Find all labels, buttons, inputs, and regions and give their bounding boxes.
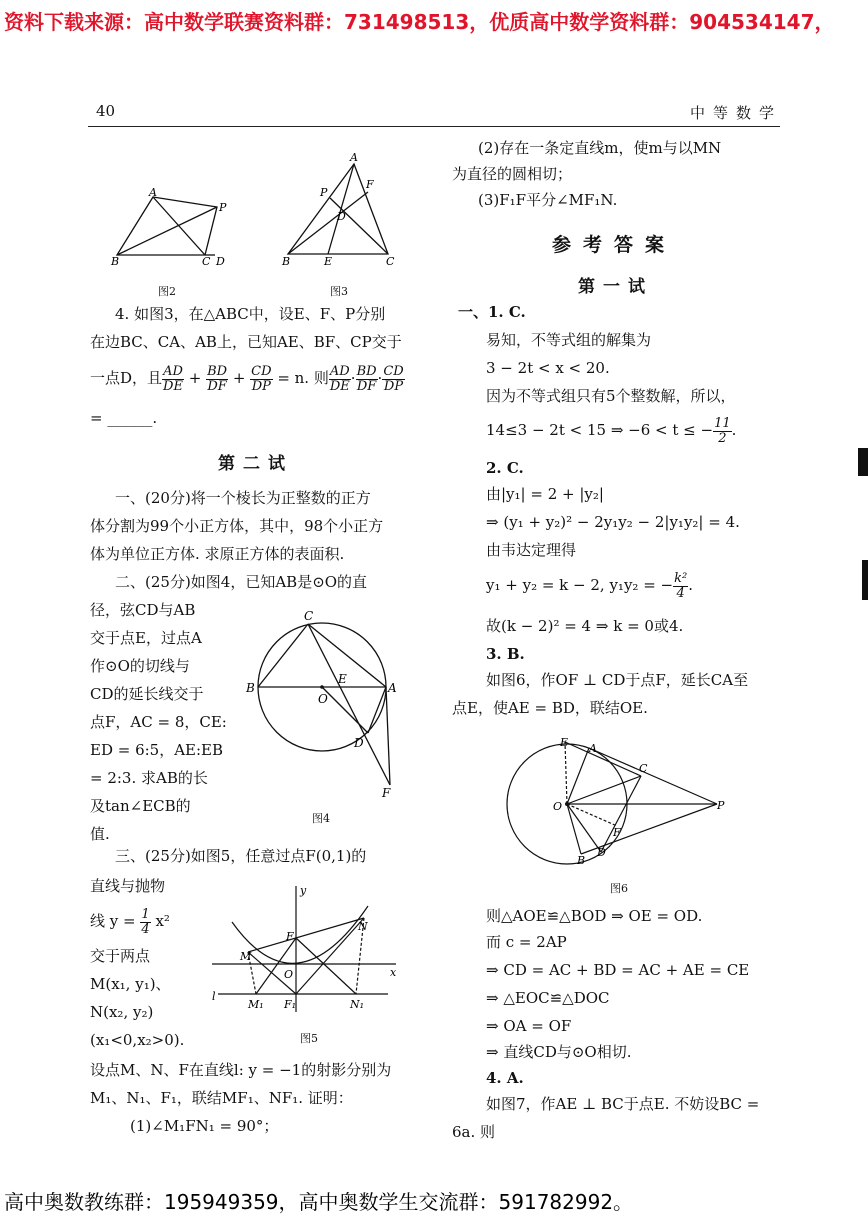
fig4-caption: 图4 — [312, 812, 330, 825]
p2-line-10: 值. — [90, 825, 110, 843]
frac-bd-df: $\frac{BD}{DF}$ — [207, 363, 228, 394]
frac-bd-df-2: $\frac{BD}{DF}$ — [356, 363, 377, 394]
journal-title: 中等数学 — [690, 104, 783, 122]
p2-line-8: = 2:3. 求AB的长 — [90, 769, 208, 787]
a2-line-4: y₁ + y₂ = k − 2, y₁y₂ = − $\frac{\text{k²}}{4}$ . — [486, 570, 693, 601]
fig5-label-m: M — [240, 950, 252, 963]
fig5-label-l: l — [212, 990, 216, 1003]
fig4-label-c: C — [304, 609, 314, 623]
fig5-label-y: y — [300, 884, 307, 897]
fig4-label-d: D — [354, 736, 364, 750]
frac-ad-de: $\frac{AD}{DE}$ — [163, 363, 183, 394]
header-rule — [88, 126, 780, 127]
page-number: 40 — [96, 102, 116, 120]
edge-mark-2 — [862, 560, 868, 600]
q4-line-3: 一点D，且 $\frac{AD}{DE}$ + $\frac{BD}{DF}$ + $\frac{CD}{DP}$ = n. 则 $\frac{AD}{DE}$ · $\frac{BD}{DF}$ · $\frac{CD}{DP}$ — [90, 363, 404, 394]
a1-line-4-a: 14≤3 − 2t < 15 ⇒ −6 < t ≤ − — [486, 421, 714, 439]
p3-line-5: M(x₁, y₁)、 — [90, 975, 171, 993]
a2-line-4-a: y₁ + y₂ = k − 2, y₁y₂ = − — [486, 576, 674, 594]
fig2-caption: 图2 — [158, 285, 176, 298]
q4-line-3-a: 一点D，且 — [90, 369, 163, 387]
p1-line-2: 体分割为99个小正方体，其中，98个小正方 — [90, 517, 384, 535]
a3-line-5: ⇒ CD = AC + BD = AC + AE = CE — [486, 961, 750, 979]
fig6-label-f: F — [613, 826, 621, 839]
fig4-label-b: B — [246, 681, 255, 695]
r-line-1: (2)存在一条定直线m，使m与以MN — [478, 139, 722, 157]
answer-3: 3. B. — [486, 645, 525, 663]
fig2-label-c: C — [202, 255, 211, 268]
fig6-label-p: P — [717, 799, 725, 812]
frac-ad-de-2: $\frac{AD}{DE}$ — [329, 363, 350, 394]
fig2-label-d: D — [216, 255, 225, 268]
p3-line-3-b: x² — [155, 912, 170, 930]
fig5-label-o: O — [284, 968, 294, 981]
fig6-label-d: D — [597, 846, 606, 859]
frac-cd-dp: $\frac{CD}{DP}$ — [251, 363, 272, 394]
section-2-title: 第二试 — [218, 454, 293, 474]
fig4-label-e: E — [338, 672, 347, 686]
answer-1: 一、1. C. — [458, 303, 526, 321]
p2-line-1: 二、(25分)如图4，已知AB是⊙O的直 — [115, 573, 368, 591]
a3-line-4: 而 c = 2AP — [486, 933, 567, 951]
p3-line-1: 三、(25分)如图5，任意过点F(0,1)的 — [115, 847, 367, 865]
p2-line-4: 作⊙O的切线与 — [90, 657, 190, 675]
a3-line-8: ⇒ 直线CD与⊙O相切. — [486, 1043, 632, 1061]
figure-6 — [505, 732, 735, 870]
fig4-label-f: F — [382, 786, 391, 800]
a2-line-2: ⇒ (y₁ + y₂)² − 2y₁y₂ − 2|y₁y₂| = 4. — [486, 513, 740, 531]
p2-line-2: 径，弦CD与AB — [90, 601, 196, 619]
p3-line-3 — [90, 904, 170, 938]
fig5-caption: 图5 — [300, 1032, 318, 1045]
a2-line-1: 由|y₁| = 2 + |y₂| — [486, 485, 604, 503]
fig6-label-o: O — [553, 800, 563, 813]
p3-line-2: 直线与抛物 — [90, 877, 166, 895]
fig5-label-n: N — [358, 920, 368, 933]
q4-line-2: 在边BC、CA、AB上，已知AE、BF、CP交于 — [90, 333, 402, 351]
fig3-label-f: F — [366, 178, 374, 191]
fig6-label-c: C — [639, 762, 648, 775]
a4-line-2: 6a. 则 — [452, 1123, 496, 1141]
answers-title: 参考答案 — [552, 234, 677, 256]
p2-line-7: ED = 6:5，AE:EB — [90, 741, 224, 759]
frac-11-2: $\frac{11}{2}$ — [714, 415, 731, 446]
fig3-label-p: P — [320, 186, 328, 199]
fig2-label-b: B — [111, 255, 120, 268]
a2-line-5: 故(k − 2)² = 4 ⇒ k = 0或4. — [486, 617, 684, 635]
a1-line-3: 因为不等式组只有5个整数解，所以， — [486, 387, 736, 405]
q4-line-4: = ______. — [90, 409, 158, 427]
p2-line-6: 点F，AC = 8，CE: — [90, 713, 227, 731]
p3-line-4: 交于两点 — [90, 947, 151, 965]
frac-cd-dp-2: $\frac{CD}{DP}$ — [383, 363, 404, 394]
a4-line-1: 如图7，作AE ⊥ BC于点E. 不妨设BC = — [486, 1095, 760, 1113]
p2-line-9: 及tan∠ECB的 — [90, 797, 191, 815]
q4-line-3-b: = n. 则 — [277, 369, 329, 387]
fig5-label-x: x — [390, 966, 397, 979]
fig6-caption: 图6 — [610, 882, 628, 895]
edge-mark — [858, 448, 868, 476]
fig5-label-m1: M₁ — [248, 998, 264, 1011]
fig3-label-a: A — [350, 151, 358, 164]
a1-line-1: 易知，不等式组的解集为 — [486, 331, 652, 349]
figure-5 — [208, 882, 408, 1022]
p3-line-6: N(x₂, y₂) — [90, 1003, 154, 1021]
fig4-label-o: O — [318, 692, 328, 706]
fig6-label-a: A — [589, 742, 597, 755]
p1-line-3: 体为单位正方体. 求原正方体的表面积. — [90, 545, 345, 563]
figure-3 — [280, 150, 400, 272]
p1-line-1: 一、(20分)将一个棱长为正整数的正方 — [115, 489, 371, 507]
frac-k2-4: $\frac{\text{k²}}{4}$ — [674, 570, 688, 601]
p3-line-3-a: 线 y = — [90, 912, 136, 930]
figure-2 — [105, 185, 235, 270]
fig6-label-e: E — [560, 736, 569, 749]
fig2-label-a: A — [149, 186, 157, 199]
fig3-label-c: C — [386, 255, 395, 268]
fig3-label-e: E — [324, 255, 333, 268]
footer-note: 高中奥数教练群：195949359，高中奥数学生交流群：591782992。 — [4, 1190, 634, 1214]
p3-line-7: (x₁<0,x₂>0). — [90, 1031, 185, 1049]
a3-line-6: ⇒ △EOC≌△DOC — [486, 989, 610, 1007]
fig5-label-f1: F₁ — [284, 998, 297, 1011]
answer-4: 4. A. — [486, 1069, 524, 1087]
answer-2: 2. C. — [486, 459, 524, 477]
p3-line-10: (1)∠M₁FN₁ = 90°； — [130, 1117, 279, 1135]
r-line-3: (3)F₁F平分∠MF₁N. — [478, 191, 618, 209]
a1-line-2: 3 − 2t < x < 20. — [486, 359, 610, 377]
a3-line-3: 则△AOE≌△BOD ⇒ OE = OD. — [486, 907, 703, 925]
figure-4 — [240, 605, 415, 805]
fig5-label-f: F — [286, 930, 294, 943]
fig3-label-d: D — [337, 210, 346, 223]
p3-line-9: M₁、N₁、F₁，联结MF₁、NF₁. 证明： — [90, 1089, 353, 1107]
fig3-caption: 图3 — [330, 285, 348, 298]
a3-line-2: 点E，使AE = BD，联结OE. — [452, 699, 648, 717]
a3-line-1: 如图6，作OF ⊥ CD于点F，延长CA至 — [486, 671, 749, 689]
fig2-label-p: P — [219, 201, 227, 214]
p2-line-3: 交于点E，过点A — [90, 629, 202, 647]
p2-line-5: CD的延长线交于 — [90, 685, 204, 703]
frac-1-4: $\frac{1}{4}$ — [141, 906, 150, 937]
p3-line-8: 设点M、N、F在直线l: y = −1的射影分别为 — [90, 1061, 392, 1079]
a3-line-7: ⇒ OA = OF — [486, 1017, 572, 1035]
a1-line-4: 14≤3 − 2t < 15 ⇒ −6 < t ≤ − $\frac{11}{2}$ . — [486, 415, 737, 446]
r-line-2: 为直径的圆相切； — [452, 165, 573, 183]
q4-line-1: 4. 如图3，在△ABC中，设E、F、P分别 — [115, 305, 386, 323]
section-1-title: 第一试 — [578, 277, 653, 297]
source-banner: 资料下载来源：高中数学联赛资料群：731498513，优质高中数学资料群：904534147， — [4, 10, 835, 34]
fig6-label-b: B — [577, 854, 586, 867]
a2-line-3: 由韦达定理得 — [486, 541, 577, 559]
fig5-label-n1: N₁ — [350, 998, 365, 1011]
fig4-label-a: A — [388, 681, 397, 695]
fig3-label-b: B — [282, 255, 291, 268]
